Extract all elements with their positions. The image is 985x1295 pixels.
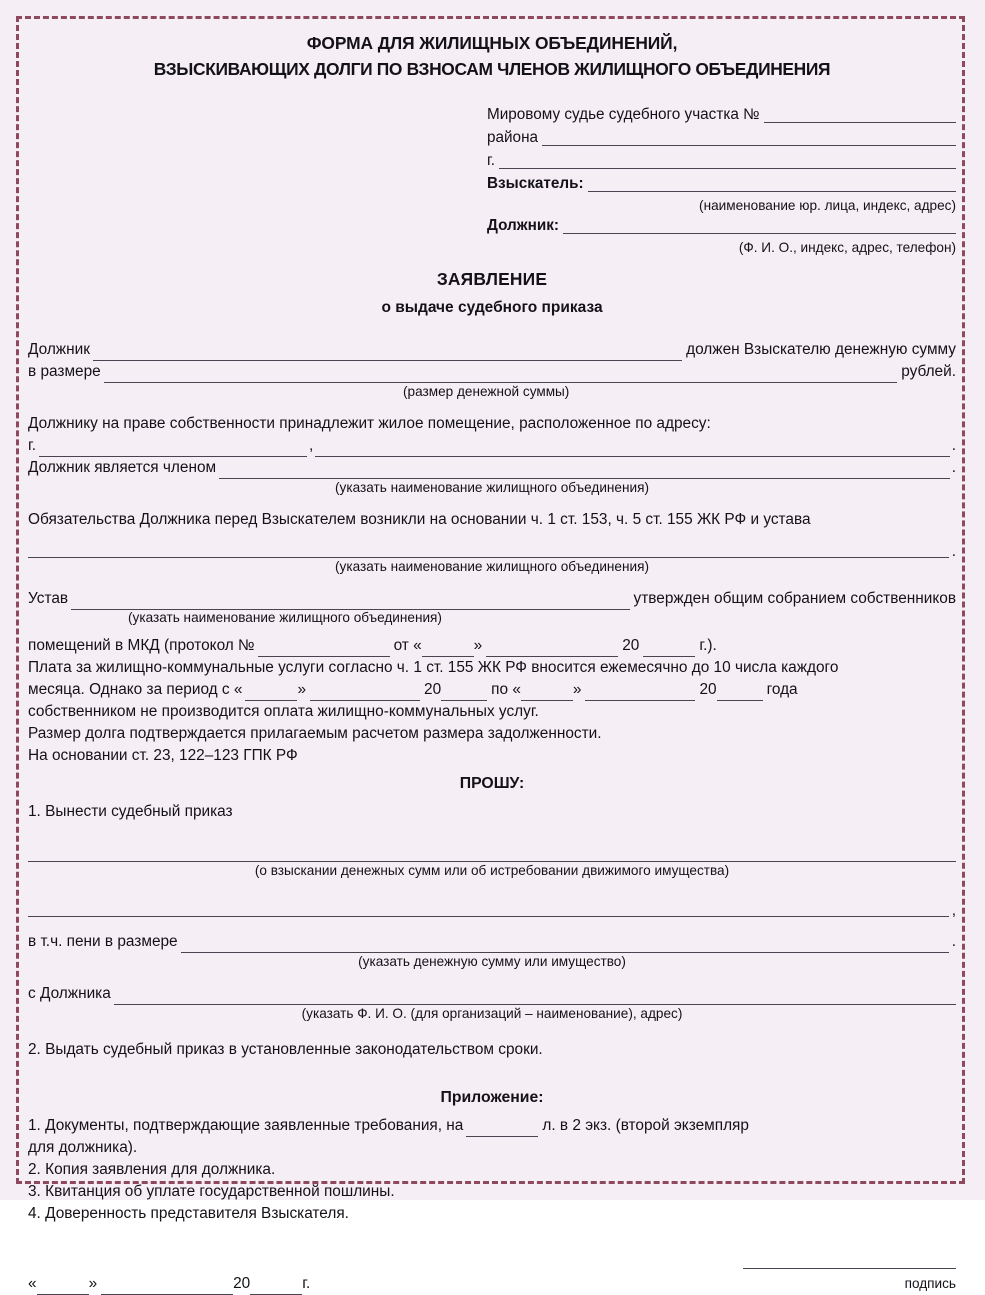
- penalty-row: [28, 931, 956, 953]
- attachment-pages-field[interactable]: [466, 1123, 538, 1137]
- form-title-line-2: ВЗЫСКИВАЮЩИХ ДОЛГИ ПО ВЗНОСАМ ЧЛЕНОВ ЖИЛИЩНОГО ОБЪЕДИНЕНИЯ: [153, 59, 831, 79]
- protocol-row: [28, 635, 956, 657]
- period-to-label: по «: [491, 681, 521, 698]
- spacer: [28, 1061, 956, 1087]
- from-debtor-caption: (указать Ф. И. О. (для организаций – наименование), адрес): [301, 1006, 683, 1021]
- court-label: Мировому судье судебного участка №: [487, 106, 760, 123]
- signature-field[interactable]: [743, 1255, 956, 1269]
- signature-day-field[interactable]: [37, 1281, 89, 1295]
- housing-caption-2: (указать наименование жилищного объединения): [335, 559, 649, 574]
- owes-text: должен Взыскателю денежную сумму: [686, 341, 956, 358]
- penalty-amount-field[interactable]: [181, 939, 949, 953]
- member-tail-dot: .: [951, 459, 956, 476]
- amount-caption: (размер денежной суммы): [403, 384, 570, 399]
- period-row: [28, 679, 956, 701]
- property-address-field[interactable]: [315, 443, 949, 457]
- spacer: [28, 1025, 956, 1039]
- member-label: Должник является членом: [28, 459, 217, 476]
- charter-row: [28, 588, 956, 610]
- period-from-year-field[interactable]: [441, 687, 487, 701]
- property-address-row: [28, 435, 956, 457]
- amount-field[interactable]: [104, 369, 897, 383]
- debtor-row: [487, 217, 956, 234]
- period-quote-close-2: »: [572, 681, 582, 698]
- form-body: [28, 339, 956, 1295]
- protocol-prefix: помещений в МКД (протокол №: [28, 637, 255, 654]
- amount-label: в размере: [28, 363, 101, 380]
- attachment-item-1-row: [28, 1115, 956, 1137]
- protocol-month-field[interactable]: [486, 643, 618, 657]
- from-debtor-label: с Должника: [28, 985, 111, 1002]
- court-number-field[interactable]: [764, 108, 956, 123]
- period-to-day-field[interactable]: [521, 687, 573, 701]
- claimant-row: [487, 175, 956, 192]
- claimant-label: Взыскатель:: [487, 175, 584, 192]
- city-prefix: г.: [28, 437, 37, 454]
- housing-association-field[interactable]: [219, 465, 950, 479]
- spacer: [28, 578, 956, 588]
- district-label: района: [487, 129, 539, 146]
- spacer: [28, 625, 956, 635]
- signature-caption: подпись: [904, 1276, 956, 1291]
- housing-caption-1: (указать наименование жилищного объединения): [335, 480, 649, 495]
- property-city-field[interactable]: [39, 443, 307, 457]
- spacer: [28, 973, 956, 983]
- statement-subheading: о выдаче судебного приказа: [381, 299, 603, 316]
- claimant-field[interactable]: [588, 177, 956, 192]
- statement-heading: ЗАЯВЛЕНИЕ: [436, 269, 548, 289]
- charter-name-field[interactable]: [71, 596, 629, 610]
- form-content: [28, 0, 956, 1292]
- obligations-text: Обязательства Должника перед Взыскателем возникли на основании ч. 1 ст. 153, ч. 5 ст. 155 ЖК РФ и устава: [28, 511, 811, 528]
- city-row: [487, 152, 956, 169]
- spacer: [28, 917, 956, 931]
- attachment-item-2: 2. Копия заявления для должника.: [28, 1161, 276, 1178]
- protocol-quote-close: »: [473, 637, 483, 654]
- debt-confirm-text: Размер долга подтверждается прилагаемым расчетом размера задолженности.: [28, 725, 602, 742]
- period-year-2-prefix: 20: [699, 681, 717, 698]
- attachment-item-3: 3. Квитанция об уплате государственной пошлины.: [28, 1183, 395, 1200]
- address-tail-dot: .: [951, 437, 956, 454]
- protocol-number-field[interactable]: [258, 643, 390, 657]
- obligations-blank-row: [28, 545, 956, 558]
- period-to-month-field[interactable]: [585, 687, 695, 701]
- from-debtor-row: [28, 983, 956, 1005]
- from-debtor-field[interactable]: [114, 991, 956, 1005]
- spacer: [28, 1225, 956, 1255]
- protocol-day-field[interactable]: [422, 643, 474, 657]
- protocol-year-prefix: 20: [622, 637, 640, 654]
- request-subject-field-2[interactable]: [28, 904, 949, 917]
- addressee-block: [487, 106, 956, 255]
- penalty-tail-dot: .: [951, 933, 956, 950]
- request-item-2: 2. Выдать судебный приказ в установленные законодательством сроки.: [28, 1041, 543, 1058]
- request-item-1: 1. Вынести судебный приказ: [28, 803, 233, 820]
- date-quote-close: »: [88, 1275, 98, 1292]
- spacer: [28, 403, 956, 413]
- amount-row: [28, 361, 956, 383]
- obligations-charter-field[interactable]: [28, 545, 949, 558]
- district-field[interactable]: [542, 131, 956, 146]
- protocol-suffix: г.).: [699, 637, 717, 654]
- spacer: [28, 531, 956, 545]
- signature-row: [28, 1255, 956, 1295]
- legal-basis-text: На основании ст. 23, 122–123 ГПК РФ: [28, 747, 298, 764]
- period-to-year-field[interactable]: [717, 687, 763, 701]
- request-item-1-caption: (о взыскании денежных сумм или об истребовании движимого имущества): [254, 863, 730, 878]
- penalty-caption: (указать денежную сумму или имущество): [358, 954, 626, 969]
- spacer: [28, 882, 956, 904]
- form-title: [28, 0, 956, 82]
- debtor-owes-row: [28, 339, 956, 361]
- attachment-item-1-pre: 1. Документы, подтверждающие заявленные требования, на: [28, 1117, 464, 1134]
- debtor-field[interactable]: [563, 219, 956, 234]
- signature-year-field[interactable]: [250, 1281, 302, 1295]
- form-title-line-1: ФОРМА ДЛЯ ЖИЛИЩНЫХ ОБЪЕДИНЕНИЙ,: [306, 33, 678, 53]
- no-payment-text: собственником не производится оплата жилищно-коммунальных услуг.: [28, 703, 539, 720]
- period-prefix: месяца. Однако за период с «: [28, 681, 243, 698]
- spacer: [28, 823, 956, 849]
- request-heading: ПРОШУ:: [459, 775, 525, 792]
- city-label: г.: [487, 152, 495, 169]
- signature-month-field[interactable]: [101, 1281, 233, 1295]
- period-suffix: года: [766, 681, 798, 698]
- charter-label: Устав: [28, 590, 69, 607]
- court-number-row: [487, 106, 956, 123]
- penalty-label: в т.ч. пени в размере: [28, 933, 178, 950]
- date-year-prefix: 20: [233, 1275, 251, 1292]
- period-year-1-prefix: 20: [424, 681, 442, 698]
- protocol-from-label: от «: [393, 637, 422, 654]
- debtor-word: Должник: [28, 341, 90, 358]
- ownership-text: Должнику на праве собственности принадлежит жилое помещение, расположенное по адресу:: [28, 415, 711, 432]
- charter-tail-text: утвержден общим собранием собственников: [633, 590, 956, 607]
- city-comma: ,: [309, 437, 314, 454]
- request-subject-field-2-row: [28, 904, 956, 917]
- housing-caption-3: (указать наименование жилищного объединения): [128, 610, 442, 625]
- district-row: [487, 129, 956, 146]
- period-from-month-field[interactable]: [310, 687, 420, 701]
- period-from-day-field[interactable]: [245, 687, 297, 701]
- signature-date-group: [28, 1273, 310, 1295]
- date-suffix: г.: [302, 1275, 311, 1292]
- payment-rule-text: Плата за жилищно-коммунальные услуги согласно ч. 1 ст. 155 ЖК РФ вносится ежемесячно до 10 числа каждого: [28, 659, 839, 676]
- request-item-1-tail-comma: ,: [951, 902, 956, 919]
- rubles-word: рублей.: [901, 363, 956, 380]
- debtor-label: Должник:: [487, 217, 560, 234]
- attachment-heading: Приложение:: [440, 1089, 544, 1106]
- debtor-name-field[interactable]: [93, 347, 682, 361]
- membership-row: [28, 457, 956, 479]
- attachment-item-1-post: л. в 2 экз. (второй экземпляр: [542, 1117, 749, 1134]
- protocol-year-field[interactable]: [643, 643, 695, 657]
- claimant-caption: (наименование юр. лица, индекс, адрес): [699, 198, 956, 213]
- period-quote-close-1: »: [297, 681, 307, 698]
- attachment-item-4: 4. Доверенность представителя Взыскателя.: [28, 1205, 349, 1222]
- city-field[interactable]: [499, 154, 956, 169]
- date-quote-open: «: [28, 1275, 37, 1292]
- signature-block: [743, 1255, 956, 1295]
- attachment-item-1-line-2: для должника).: [28, 1139, 138, 1156]
- debtor-caption: (Ф. И. О., индекс, адрес, телефон): [738, 240, 956, 255]
- spacer: [28, 499, 956, 509]
- obligations-tail-dot: .: [951, 543, 956, 560]
- request-subject-field[interactable]: [28, 849, 956, 862]
